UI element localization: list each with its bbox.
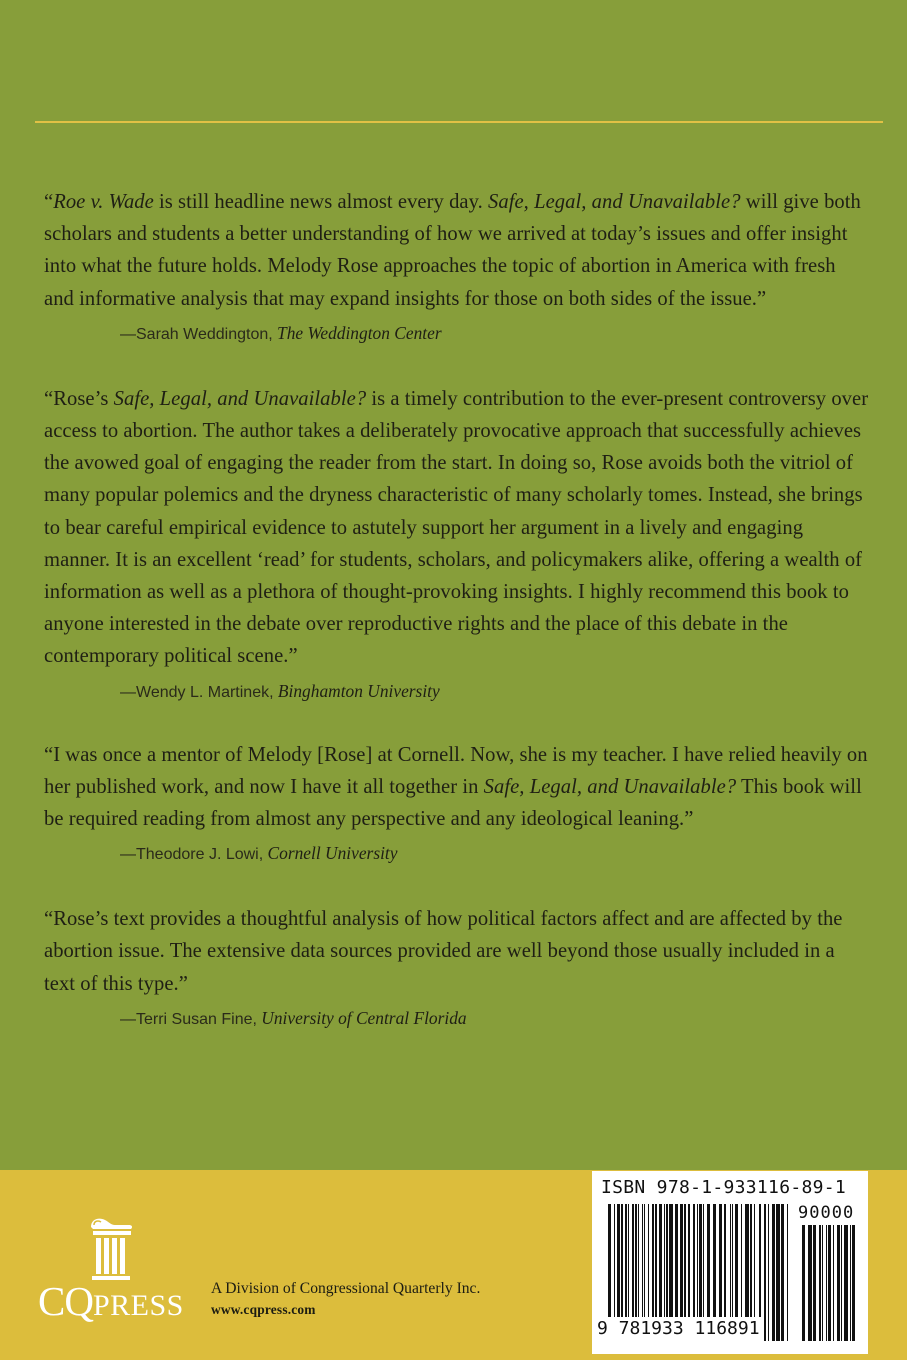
endorser-affiliation: University of Central Florida (261, 1007, 467, 1028)
endorsement-quote: “I was once a mentor of Melody [Rose] at Cornell. Now, she is my teacher. I have relied heavily on her published work, and now I have it all together in Safe, Legal, and Unavailable? This book will be required reading from almost any perspective and any ideological leaning.” (44, 743, 868, 831)
endorser-affiliation: Binghamton University (277, 680, 440, 701)
barcode-bar (837, 1225, 840, 1341)
barcode-bar (781, 1204, 784, 1341)
barcode-bar (772, 1204, 775, 1341)
price-code: 90000 (798, 1203, 855, 1223)
barcode-bar (768, 1204, 769, 1341)
publisher-division: A Division of Congressional Quarterly Inc. (211, 1280, 481, 1297)
endorser-name: —Theodore J. Lowi, (120, 846, 264, 864)
endorsement-quote: “Rose’s text provides a thoughtful analysis of how political factors affect and are affected by the abortion issue. The extensive data sources provided are well beyond those usually included in a text of this type.” (44, 908, 843, 995)
isbn-label: ISBN 978-1-933116-89-1 (601, 1177, 847, 1198)
barcode-bar (844, 1225, 848, 1341)
endorsement-attribution (44, 322, 870, 346)
endorser-affiliation: The Weddington Center (277, 322, 442, 343)
barcode-bar (841, 1225, 842, 1341)
endorsement-2 (44, 383, 870, 704)
barcode-bar (822, 1225, 823, 1341)
endorsement-attribution (44, 842, 870, 866)
barcode-bar (833, 1225, 834, 1341)
barcode-bar (787, 1204, 788, 1341)
ean-number: 9 781933 116891 (597, 1318, 760, 1339)
endorsement-quote: “Rose’s Safe, Legal, and Unavailable? is a timely contribution to the ever-present controversy over access to abortion. The author takes a deliberately provocative approach that successfully achieves the avowed goal of engaging the reader from the start. In doing so, Rose avoids both the vitriol of many popular polemics and the dryness characteristic of many scholarly tomes. Instead, she brings to bear careful empirical evidence to astutely support her argument in a lively and engaging manner. It is an excellent ‘read’ for students, scholars, and policymakers alike, offering a wealth of information as well as a plethora of thought-provoking insights. I highly recommend this book to anyone interested in the debate over reproductive rights and the place of this debate in the contemporary political scene.” (44, 387, 869, 668)
endorsement-quote: “Roe v. Wade is still headline news almost every day. Safe, Legal, and Unavailable? will give both scholars and students a better understanding of how we arrived at today’s issues and offer insight into what the future holds. Melody Rose approaches the topic of abortion in America with fresh and informative analysis that may expand insights for those on both sides of the issue.” (44, 191, 861, 310)
barcode-bar (819, 1225, 821, 1341)
barcode-bar (802, 1225, 805, 1341)
barcode-bar (813, 1225, 816, 1341)
endorsement-3 (44, 739, 870, 867)
endorser-name: —Sarah Weddington, (120, 325, 273, 343)
barcode-bar (826, 1225, 827, 1341)
barcode-bar (852, 1225, 855, 1341)
barcode-bar (776, 1204, 780, 1341)
endorser-name: —Wendy L. Martinek, (120, 683, 274, 701)
logo-wordmark: CQPRESS (38, 1278, 184, 1324)
endorsement-4 (44, 903, 870, 1031)
cq-press-logo (38, 1213, 188, 1323)
barcode-bar (828, 1225, 831, 1341)
endorsement-attribution (44, 680, 870, 704)
top-rule (35, 121, 883, 123)
barcode (592, 1171, 868, 1354)
column-icon (85, 1213, 135, 1285)
publisher-info (211, 1279, 480, 1321)
endorsement-attribution (44, 1007, 870, 1031)
endorser-name: —Terri Susan Fine, (120, 1010, 257, 1028)
barcode-bar (808, 1225, 812, 1341)
barcode-bar (850, 1225, 851, 1341)
addon-barcode-bars (802, 1225, 856, 1341)
endorsements (44, 186, 870, 1031)
endorsement-1 (44, 186, 870, 346)
endorser-affiliation: Cornell University (267, 843, 398, 864)
barcode-bar (764, 1204, 766, 1341)
publisher-url: www.cqpress.com (211, 1302, 316, 1317)
